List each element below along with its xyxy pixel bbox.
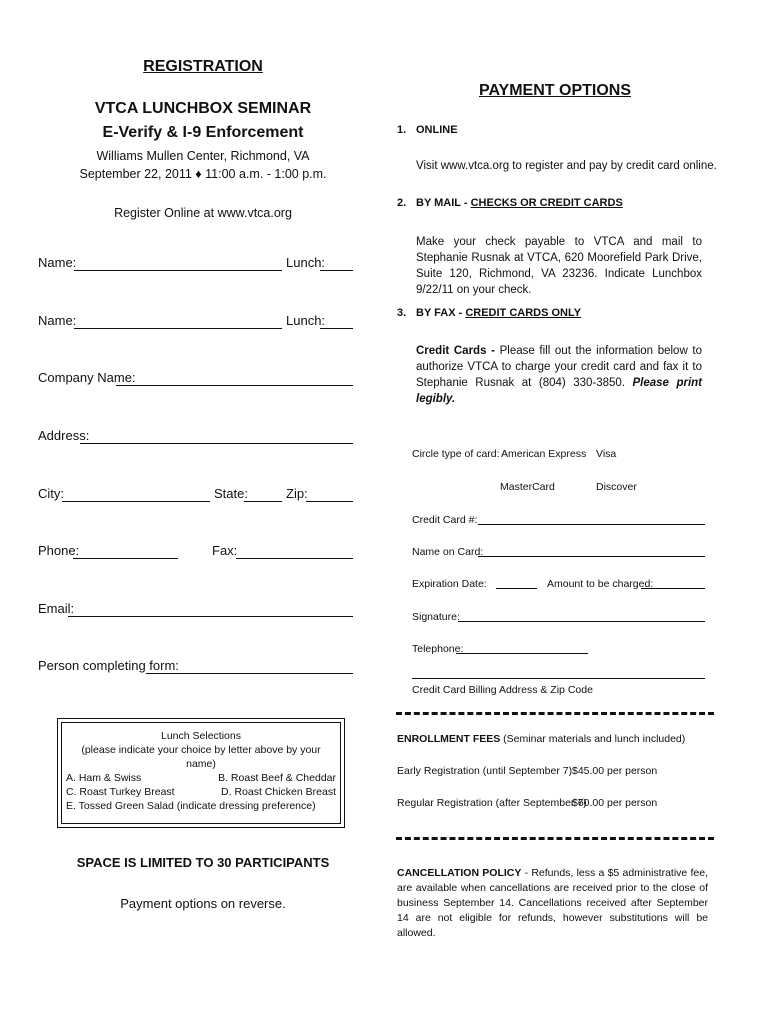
option-1-number: 1. (397, 124, 407, 136)
option-3-title (416, 307, 581, 319)
expiration-label: Expiration Date: (412, 578, 487, 590)
company-label: Company Name: (38, 370, 136, 385)
card-mastercard[interactable]: MasterCard (500, 481, 555, 493)
option-1-text: Visit www.vtca.org to register and pay by credit card online. (416, 160, 717, 172)
lunch-option-b: B. Roast Beef & Cheddar (218, 772, 336, 784)
seminar-subtitle: E-Verify & I-9 Enforcement (102, 124, 304, 141)
name-on-card-field[interactable] (478, 556, 705, 557)
state-field[interactable] (244, 501, 282, 502)
payment-reverse: Payment options on reverse. (120, 896, 286, 911)
billing-address-field[interactable] (412, 678, 705, 679)
lunch-field-2[interactable] (320, 328, 353, 329)
card-visa[interactable]: Visa (596, 448, 617, 460)
name-on-card-label: Name on Card: (412, 546, 484, 558)
cancellation-policy (397, 866, 708, 941)
print-legibly: Please print legibly. (416, 377, 702, 405)
credit-cards-label: Credit Cards - (416, 345, 495, 357)
phone-field[interactable] (73, 558, 178, 559)
lunch-option-c: C. Roast Turkey Breast (66, 786, 175, 798)
lunch-option-e: E. Tossed Green Salad (indicate dressing preference) (66, 800, 316, 812)
city-label: City: (38, 486, 64, 501)
email-field[interactable] (68, 616, 353, 617)
seminar-title: VTCA LUNCHBOX SEMINAR (94, 100, 312, 117)
telephone-label: Telephone: (412, 643, 464, 655)
payment-options-heading: PAYMENT OPTIONS (478, 82, 632, 99)
fax-field[interactable] (236, 558, 353, 559)
regular-registration-label: Regular Registration (after September 7) (397, 797, 587, 809)
early-registration-label: Early Registration (until September 7) (397, 765, 573, 777)
credit-card-instructions (416, 343, 702, 407)
space-limited: SPACE IS LIMITED TO 30 PARTICIPANTS (76, 855, 330, 870)
early-registration-price: $45.00 per person (572, 765, 658, 777)
city-field[interactable] (62, 501, 210, 502)
credit-cards-text: Please fill out the information below to authorize VTCA to charge your credit card and fax it to Stephanie Rusnak at (804) 330-3850. (416, 345, 702, 389)
name-label-1: Name: (38, 255, 77, 270)
divider-bottom (396, 837, 714, 840)
option-3-method: CREDIT CARDS ONLY (465, 307, 582, 319)
divider-top (396, 712, 714, 715)
option-3-prefix: BY FAX - (416, 307, 466, 319)
date-time: September 22, 2011 ♦ 11:00 a.m. - 1:00 p.m. (79, 167, 327, 181)
lunch-field-1[interactable] (320, 270, 353, 271)
option-2-prefix: BY MAIL - (416, 197, 471, 209)
card-american-express[interactable]: American Express (501, 448, 587, 460)
phone-label: Phone: (38, 543, 80, 558)
billing-address-label: Credit Card Billing Address & Zip Code (412, 684, 593, 696)
lunch-option-d: D. Roast Chicken Breast (221, 786, 336, 798)
zip-label: Zip: (286, 486, 308, 501)
zip-field[interactable] (306, 501, 353, 502)
address-label: Address: (38, 428, 90, 443)
registration-heading: REGISTRATION (143, 58, 263, 75)
expiration-field[interactable] (496, 588, 537, 589)
lunch-label-2: Lunch: (286, 313, 326, 328)
amount-label: Amount to be charged: (547, 578, 654, 590)
signature-field[interactable] (458, 621, 705, 622)
circle-card-type-label: Circle type of card: (412, 448, 500, 460)
option-2-text: Make your check payable to VTCA and mail to Stephanie Rusnak at VTCA, 620 Moorefield Park Drive, Suite 120, Richmond, VA 23236. Indicate Lunchbox 9/22/11 on your check. (416, 236, 702, 296)
name-field-1[interactable] (74, 270, 282, 271)
person-completing-field[interactable] (146, 673, 353, 674)
option-3-number: 3. (397, 307, 407, 319)
card-number-label: Credit Card #: (412, 514, 478, 526)
venue: Williams Mullen Center, Richmond, VA (96, 149, 310, 163)
address-field[interactable] (80, 443, 353, 444)
option-1-title: ONLINE (416, 124, 458, 136)
regular-registration-price: $60.00 per person (572, 797, 658, 809)
enrollment-fees (397, 733, 685, 745)
option-2-method: CHECKS OR CREDIT CARDS (470, 197, 623, 209)
name-field-2[interactable] (74, 328, 282, 329)
signature-label: Signature: (412, 611, 460, 623)
telephone-field[interactable] (456, 653, 588, 654)
lunch-selections-box (57, 718, 345, 828)
state-label: State: (214, 486, 248, 501)
cancellation-policy-title: CANCELLATION POLICY (397, 867, 522, 879)
email-label: Email: (38, 601, 75, 616)
name-label-2: Name: (38, 313, 77, 328)
lunch-label-1: Lunch: (286, 255, 326, 270)
lunch-selections-title: Lunch Selections (161, 730, 241, 742)
fax-label: Fax: (212, 543, 238, 558)
enrollment-fees-note: (Seminar materials and lunch included) (500, 733, 686, 745)
card-discover[interactable]: Discover (596, 481, 637, 493)
option-2-number: 2. (397, 197, 407, 209)
lunch-option-a: A. Ham & Swiss (66, 772, 142, 784)
company-field[interactable] (116, 385, 353, 386)
enrollment-fees-title: ENROLLMENT FEES (397, 733, 501, 745)
amount-field[interactable] (641, 588, 705, 589)
card-number-field[interactable] (478, 524, 705, 525)
person-completing-label: Person completing form: (38, 658, 179, 673)
option-2-title (416, 197, 623, 209)
lunch-instruction: (please indicate your choice by letter above by your name) (81, 744, 321, 770)
cancellation-policy-text: - Refunds, less a $5 administrative fee, are available when cancellations are received prior to the close of business September 14. Cancellations received after September 14 are not eligible for refunds, however substitutions will be allowed. (397, 867, 708, 939)
register-online: Register Online at www.vtca.org (114, 206, 292, 220)
